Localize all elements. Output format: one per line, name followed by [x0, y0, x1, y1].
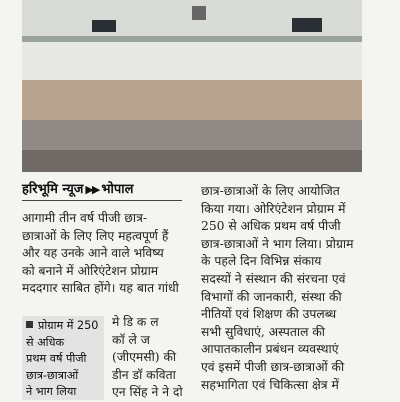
article-middle-column	[112, 314, 194, 402]
article-line: कॉ ले ज	[112, 332, 150, 347]
article-line: नीतियों एवं शिक्षण की उपलब्ध	[201, 307, 337, 322]
article-line: (जीएमसी) की	[112, 350, 177, 365]
article-line: एवं इसमें पीजी छात्र-छात्राओं की	[201, 359, 345, 374]
article-line: छात्र-छात्राओं के लिए आयोजित	[201, 184, 340, 198]
article-line: किया गया। ओरिएंटेशन प्रोग्राम में	[201, 201, 346, 216]
group-photo-icon	[22, 0, 362, 172]
article-line: आगामी तीन वर्ष पीजी छात्र-	[22, 211, 148, 225]
byline-arrows-icon: ▶▶	[85, 183, 99, 196]
article-left-column	[22, 210, 192, 298]
article-line: सदस्यों ने संस्थान की संरचना एवं	[201, 271, 346, 286]
byline-place: भोपाल	[101, 182, 134, 197]
article-line: के पहले दिन विभिन्न संकाय	[201, 254, 322, 269]
article-line: सहभागिता एवं चिकित्सा क्षेत्र में	[201, 377, 339, 392]
article-line: विभागों की जानकारी, संस्था की	[201, 289, 342, 304]
article-line: मददगार साबित होंगे। यह बात गांधी	[22, 281, 179, 296]
pull-quote	[22, 316, 104, 400]
pull-quote-line: प्रोग्राम में 250	[38, 319, 99, 332]
article-line: को बनाने में ओरिएंटेशन प्रोग्राम	[22, 263, 159, 278]
byline-name: हरिभूमि न्यूज	[22, 182, 84, 197]
article-line: आपातकालीन प्रबंधन व्यवस्थाएं	[201, 342, 339, 357]
bullet-icon	[26, 321, 33, 328]
article-right-column	[201, 183, 379, 394]
article-line: छात्राओं के लिए लिए महत्वपूर्ण हैं	[22, 228, 169, 243]
group-photo	[22, 0, 362, 172]
article-line: सभी सुविधाएं, अस्पताल की	[201, 324, 325, 339]
article-line: और यह उनके आने वाले भविष्य	[22, 246, 164, 261]
pull-quote-line: से अधिक	[26, 335, 65, 349]
byline	[22, 180, 182, 201]
pull-quote-line: प्रथम वर्ष पीजी	[26, 352, 87, 365]
article-line: मे डि क ल	[112, 315, 159, 329]
article-line: 250 से अधिक प्रथम वर्ष पीजी	[201, 219, 341, 234]
article-line: एन सिंह ने ने दो	[112, 385, 183, 400]
article-line: छात्र-छात्राओं ने भाग लिया। प्रोग्राम	[201, 236, 354, 251]
pull-quote-line: ने भाग लिया	[26, 385, 77, 398]
pull-quote-line: छात्र-छात्राओं	[26, 368, 79, 382]
article-line: डीन डॉ कविता	[112, 367, 176, 382]
